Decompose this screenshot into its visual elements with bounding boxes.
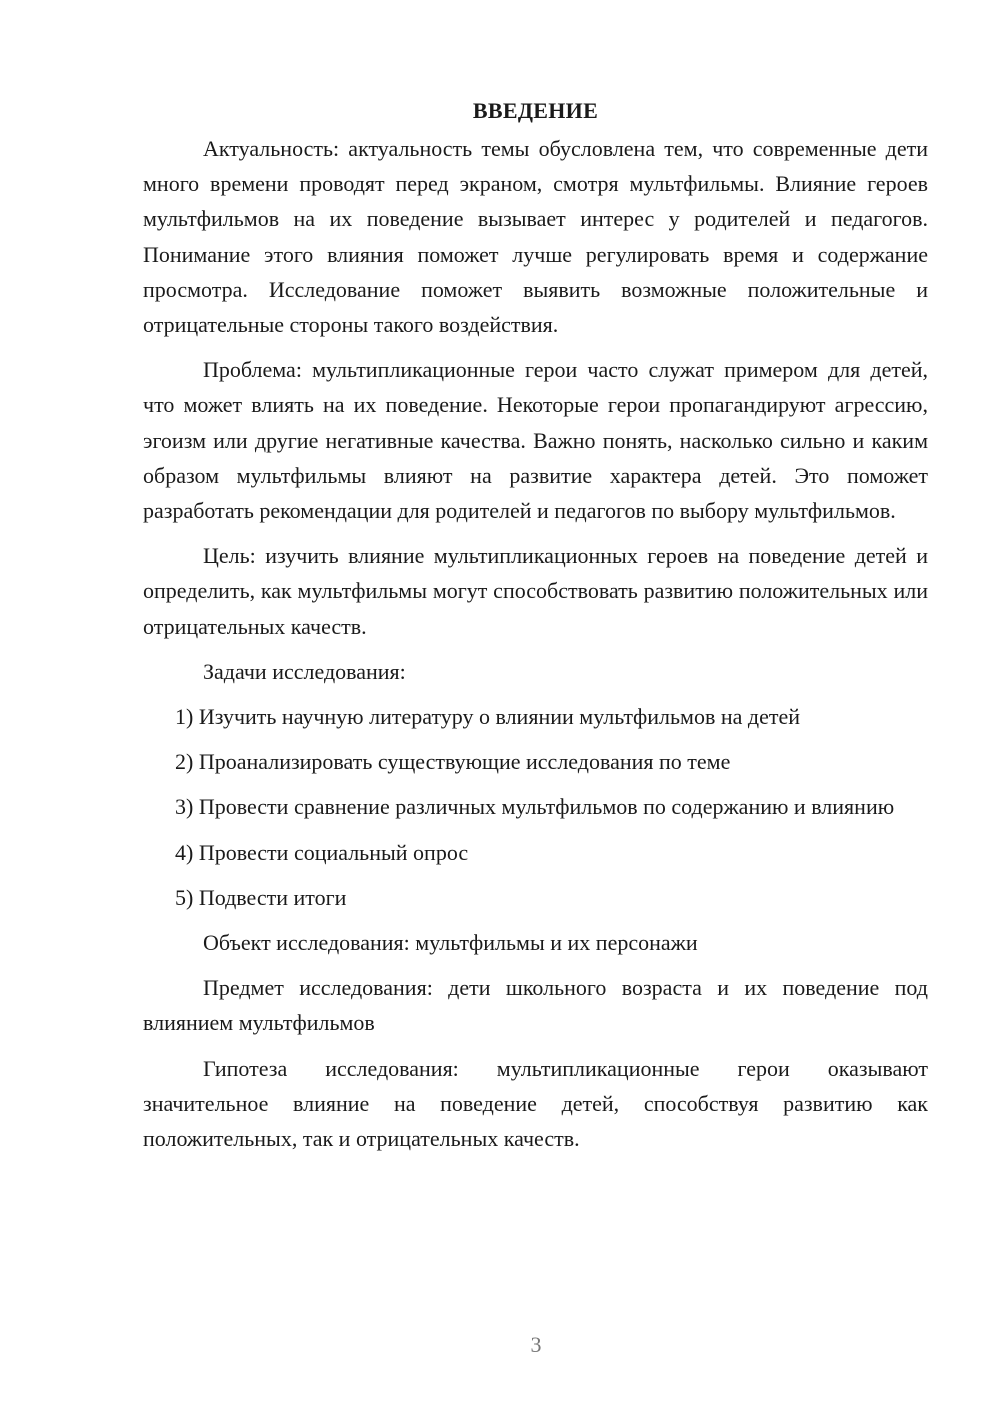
paragraph-subject: Предмет исследования: дети школьного возраста и их поведение под влиянием мультфильмов: [143, 975, 928, 1036]
task-item-1: 1) Изучить научную литературу о влиянии мультфильмов на детей: [175, 704, 801, 730]
task-item-5: 5) Подвести итоги: [175, 884, 347, 910]
section-title: ВВЕДЕНИЕ: [472, 98, 599, 123]
paragraph-problem: Проблема: мультипликационные герои часто служат примером для детей, что может влиять на их поведение. Некоторые герои пропагандируют агрессию, эгоизм или другие негативные качества. Важно понять, насколько сильно и каким образом мультфильмы влияют на развитие характера детей. Это поможет разработать рекомендации для родителей и педагогов по выбору мультфильмов.: [143, 357, 928, 524]
task-item-4: 4) Провести социальный опрос: [175, 839, 469, 865]
task-item-2: 2) Проанализировать существующие исследования по теме: [175, 749, 731, 775]
paragraph-goal: Цель: изучить влияние мультипликационных героев на поведение детей и определить, как мультфильмы могут способствовать развитию положительных или отрицательных качеств.: [143, 543, 928, 639]
paragraph-relevance: Актуальность: актуальность темы обусловлена тем, что современные дети много времени проводят перед экраном, смотря мультфильмы. Влияние героев мультфильмов на их поведение вызывает интерес у родителей и педагогов. Понимание этого влияния поможет лучше регулировать время и содержание просмотра. Исследование поможет выявить возможные положительные и отрицательные стороны такого воздействия.: [143, 136, 928, 338]
tasks-heading: Задачи исследования:: [203, 658, 406, 684]
paragraph-hypothesis: Гипотеза исследования: мультипликационные герои оказывают значительное влияние на поведение детей, способствуя развитию как положительных, так и отрицательных качеств.: [143, 1055, 928, 1152]
task-item-3: 3) Провести сравнение различных мультфильмов по содержанию и влиянию: [175, 794, 895, 820]
page-number: 3: [530, 1332, 542, 1357]
document-page: [143, 95, 928, 1166]
paragraph-object: Объект исследования: мультфильмы и их персонажи: [203, 930, 698, 956]
